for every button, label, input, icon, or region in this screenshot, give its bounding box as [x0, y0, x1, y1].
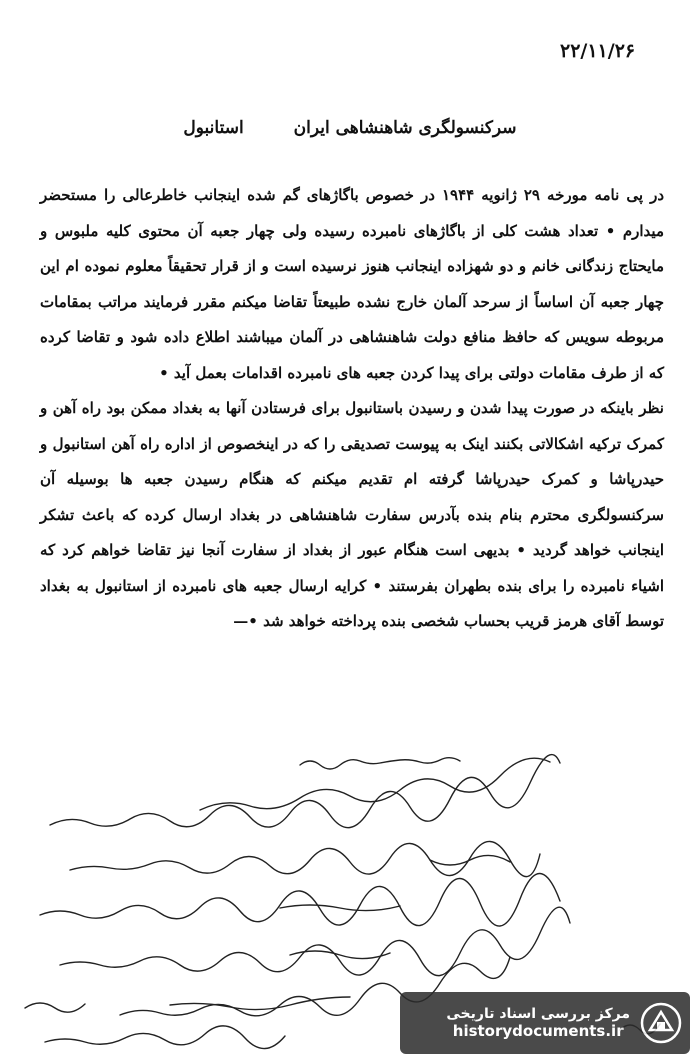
watermark-badge	[400, 992, 690, 1054]
letter-heading	[0, 118, 700, 138]
watermark-text	[446, 1006, 630, 1040]
paragraph-1: در پی نامه مورخه ۲۹ ژانویه ۱۹۴۴ در خصوص باگاژهای گم شده اینجانب خاطرعالی را مستحضر میدارم • تعداد هشت کلی از باگاژهای نامبرده رسیده ولی چهار جعبه آن محتوی کلیه ملبوس و مایحتاج زندگانی خانم و دو شهزاده اینجانب هنوز نرسیده است و از قرار تحقیقاً معلوم نموده ام این چهار جعبه آن اساساً از سرحد آلمان خارج نشده طبیعتاً تقاضا میکنم مقرر فرمایند مراتب بمقامات مربوطه سویس که حافظ منافع دولت شاهنشاهی در آلمان میباشند اطلاع داده شود و تقاضا کرده که از طرف مقامات دولتی برای پیدا کردن جعبه های نامبرده اقدامات بعمل آید •	[40, 186, 664, 382]
archive-logo-icon	[640, 1002, 682, 1044]
reference-number: ۲۲/۱۱/۲۶	[560, 40, 636, 62]
watermark-url: historydocuments.ir	[452, 1022, 624, 1040]
watermark-name: مرکز بررسی اسناد تاریخی	[446, 1006, 630, 1022]
heading-city: استانبول	[183, 118, 244, 138]
letter-body	[40, 178, 664, 640]
heading-consulate: سرکنسولگری شاهنشاهی ایران	[293, 118, 517, 138]
paragraph-2: نظر باینکه در صورت پیدا شدن و رسیدن باستانبول برای فرستادن آنها به بغداد ممکن بود راه آهن و کمرک ترکیه اشکالاتی بکنند اینک به پیوست تصدیقی را که در اینخصوص از اداره راه آهن استانبول و حیدرپاشا و کمرک حیدرپاشا گرفته ام تقدیم میکنم که هنگام رسیدن جعبه ها بوسیله آن سرکنسولگری محترم بنام بنده بآدرس سفارت شاهنشاهی در بغداد ارسال کرده که باعث تشکر اینجانب خواهد گردید • بدیهی است هنگام عبور از بغداد از سفارت آنجا نیز تقاضا خواهم کرد که اشیاء نامبرده را برای بنده بطهران بفرستند • کرایه ارسال جعبه های نامبرده از استانبول به بغداد توسط آقای هرمز قریب بحساب شخصی بنده پرداخته خواهد شد •—	[40, 399, 664, 630]
